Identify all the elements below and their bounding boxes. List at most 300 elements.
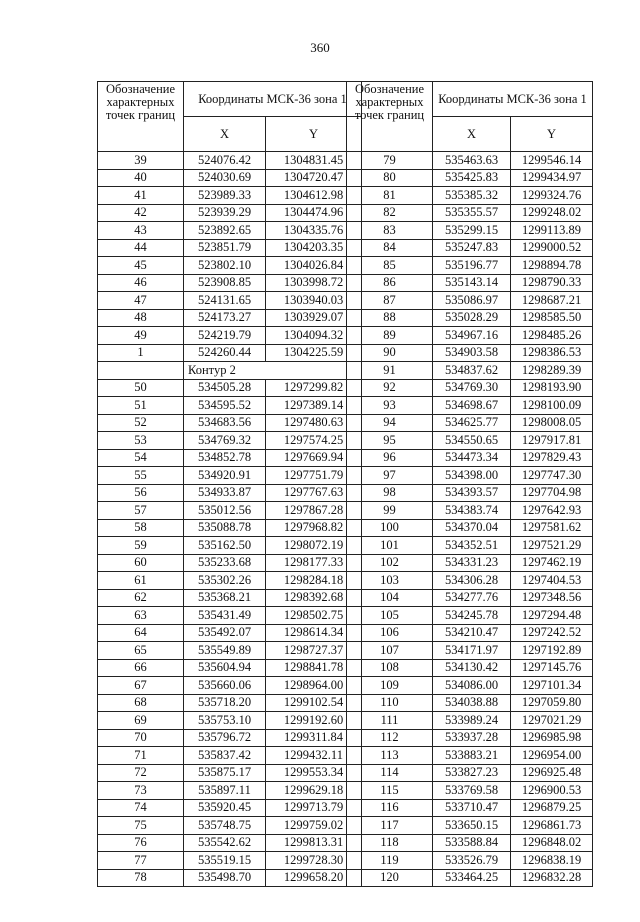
x-cell: 534352.51 xyxy=(433,537,511,555)
x-cell: 534171.97 xyxy=(433,642,511,660)
point-cell: 48 xyxy=(98,309,184,327)
x-cell: 523908.85 xyxy=(184,274,266,292)
y-cell: 1297294.48 xyxy=(511,607,593,625)
contour-row xyxy=(98,362,362,380)
y-cell: 1298841.78 xyxy=(266,659,362,677)
table-row xyxy=(98,379,362,397)
point-cell: 78 xyxy=(98,869,184,887)
table-row xyxy=(347,572,593,590)
point-cell: 99 xyxy=(347,502,433,520)
x-cell: 535463.63 xyxy=(433,152,511,170)
x-cell: 534245.78 xyxy=(433,607,511,625)
y-cell: 1299658.20 xyxy=(266,869,362,887)
y-cell: 1297462.19 xyxy=(511,554,593,572)
point-cell: 100 xyxy=(347,519,433,537)
x-cell: 533769.58 xyxy=(433,782,511,800)
x-cell: 533588.84 xyxy=(433,834,511,852)
table-row xyxy=(98,222,362,240)
point-cell: 73 xyxy=(98,782,184,800)
table-row xyxy=(347,747,593,765)
x-cell: 534769.32 xyxy=(184,432,266,450)
y-cell: 1297404.53 xyxy=(511,572,593,590)
point-cell: 72 xyxy=(98,764,184,782)
y-cell: 1298008.05 xyxy=(511,414,593,432)
x-cell: 524260.44 xyxy=(184,344,266,362)
y-cell: 1297829.43 xyxy=(511,449,593,467)
x-cell: 535355.57 xyxy=(433,204,511,222)
x-cell: 533937.28 xyxy=(433,729,511,747)
point-cell: 47 xyxy=(98,292,184,310)
point-cell: 116 xyxy=(347,799,433,817)
table-row xyxy=(98,502,362,520)
table-row xyxy=(347,624,593,642)
point-cell: 76 xyxy=(98,834,184,852)
point-cell: 105 xyxy=(347,607,433,625)
y-cell: 1296925.48 xyxy=(511,764,593,782)
table-row xyxy=(98,292,362,310)
point-cell: 44 xyxy=(98,239,184,257)
table-row xyxy=(347,397,593,415)
point-cell: 85 xyxy=(347,257,433,275)
y-cell: 1299311.84 xyxy=(266,729,362,747)
y-cell: 1297101.34 xyxy=(511,677,593,695)
point-cell: 67 xyxy=(98,677,184,695)
y-cell: 1304203.35 xyxy=(266,239,362,257)
y-cell: 1298964.00 xyxy=(266,677,362,695)
table-row xyxy=(98,589,362,607)
table-row xyxy=(98,747,362,765)
x-cell: 534086.00 xyxy=(433,677,511,695)
point-cell: 45 xyxy=(98,257,184,275)
y-cell: 1297704.98 xyxy=(511,484,593,502)
y-cell: 1297059.80 xyxy=(511,694,593,712)
header-point-label: Обозначение характерных точек границ xyxy=(347,82,433,152)
y-cell: 1299113.89 xyxy=(511,222,593,240)
table-row xyxy=(347,694,593,712)
x-cell: 535012.56 xyxy=(184,502,266,520)
x-cell: 523989.33 xyxy=(184,187,266,205)
point-cell: 42 xyxy=(98,204,184,222)
x-cell: 535549.89 xyxy=(184,642,266,660)
x-cell: 534967.16 xyxy=(433,327,511,345)
x-cell: 534837.62 xyxy=(433,362,511,380)
y-cell: 1297192.89 xyxy=(511,642,593,660)
table-row xyxy=(98,869,362,887)
x-cell: 535604.94 xyxy=(184,659,266,677)
point-cell: 117 xyxy=(347,817,433,835)
x-cell: 524030.69 xyxy=(184,169,266,187)
point-cell: 46 xyxy=(98,274,184,292)
table-row xyxy=(98,169,362,187)
x-cell: 534277.76 xyxy=(433,589,511,607)
y-cell: 1299713.79 xyxy=(266,799,362,817)
y-cell: 1303929.07 xyxy=(266,309,362,327)
table-row xyxy=(347,204,593,222)
table-row xyxy=(98,257,362,275)
table-body-right xyxy=(347,152,593,887)
table-row xyxy=(347,869,593,887)
y-cell: 1298289.39 xyxy=(511,362,593,380)
y-cell: 1297521.29 xyxy=(511,537,593,555)
table-row xyxy=(347,239,593,257)
x-cell: 535431.49 xyxy=(184,607,266,625)
x-cell: 534038.88 xyxy=(433,694,511,712)
y-cell: 1298790.33 xyxy=(511,274,593,292)
x-cell: 535247.83 xyxy=(433,239,511,257)
table-row xyxy=(347,729,593,747)
table-row xyxy=(347,362,593,380)
y-cell: 1304094.32 xyxy=(266,327,362,345)
table-row xyxy=(347,309,593,327)
point-cell: 64 xyxy=(98,624,184,642)
table-row xyxy=(98,239,362,257)
y-cell: 1297581.62 xyxy=(511,519,593,537)
table-row xyxy=(347,432,593,450)
contour-label: Контур 2 xyxy=(184,362,362,380)
y-cell: 1299813.31 xyxy=(266,834,362,852)
y-cell: 1297751.79 xyxy=(266,467,362,485)
y-cell: 1297747.30 xyxy=(511,467,593,485)
x-cell: 534903.58 xyxy=(433,344,511,362)
x-cell: 533464.25 xyxy=(433,869,511,887)
table-row xyxy=(347,799,593,817)
y-cell: 1297867.28 xyxy=(266,502,362,520)
point-cell: 71 xyxy=(98,747,184,765)
point-cell: 90 xyxy=(347,344,433,362)
x-cell: 535425.83 xyxy=(433,169,511,187)
y-cell: 1296879.25 xyxy=(511,799,593,817)
table-row xyxy=(347,589,593,607)
table-row xyxy=(98,519,362,537)
table-row xyxy=(98,572,362,590)
x-cell: 534331.23 xyxy=(433,554,511,572)
x-cell: 535796.72 xyxy=(184,729,266,747)
table-row xyxy=(98,274,362,292)
table-row xyxy=(98,607,362,625)
y-cell: 1298585.50 xyxy=(511,309,593,327)
x-cell: 534383.74 xyxy=(433,502,511,520)
y-cell: 1298392.68 xyxy=(266,589,362,607)
point-cell: 95 xyxy=(347,432,433,450)
point-cell: 86 xyxy=(347,274,433,292)
y-cell: 1296900.53 xyxy=(511,782,593,800)
point-cell: 96 xyxy=(347,449,433,467)
point-cell: 111 xyxy=(347,712,433,730)
point-cell: 53 xyxy=(98,432,184,450)
point-cell: 65 xyxy=(98,642,184,660)
x-cell: 524076.42 xyxy=(184,152,266,170)
y-cell: 1297299.82 xyxy=(266,379,362,397)
point-cell: 58 xyxy=(98,519,184,537)
y-cell: 1297767.63 xyxy=(266,484,362,502)
table-row xyxy=(98,152,362,170)
y-cell: 1304612.98 xyxy=(266,187,362,205)
x-cell: 534550.65 xyxy=(433,432,511,450)
y-cell: 1298485.26 xyxy=(511,327,593,345)
x-cell: 533883.21 xyxy=(433,747,511,765)
table-row xyxy=(98,782,362,800)
x-cell: 535753.10 xyxy=(184,712,266,730)
point-cell: 109 xyxy=(347,677,433,695)
y-cell: 1304474.96 xyxy=(266,204,362,222)
x-cell: 535718.20 xyxy=(184,694,266,712)
table-row xyxy=(98,694,362,712)
y-cell: 1299000.52 xyxy=(511,239,593,257)
point-cell: 82 xyxy=(347,204,433,222)
table-row xyxy=(98,187,362,205)
x-cell: 533710.47 xyxy=(433,799,511,817)
point-cell: 93 xyxy=(347,397,433,415)
x-cell: 523802.10 xyxy=(184,257,266,275)
coordinates-table-right xyxy=(346,81,593,887)
x-cell: 535385.32 xyxy=(433,187,511,205)
x-cell: 534393.57 xyxy=(433,484,511,502)
x-cell: 535875.17 xyxy=(184,764,266,782)
table-body-left xyxy=(98,152,362,887)
x-cell: 523851.79 xyxy=(184,239,266,257)
y-cell: 1296832.28 xyxy=(511,869,593,887)
point-cell: 115 xyxy=(347,782,433,800)
x-cell: 535299.15 xyxy=(433,222,511,240)
point-cell: 104 xyxy=(347,589,433,607)
point-cell: 118 xyxy=(347,834,433,852)
table-row xyxy=(347,502,593,520)
header-x: X xyxy=(184,117,266,152)
table-row xyxy=(347,659,593,677)
table-row xyxy=(347,379,593,397)
point-cell: 77 xyxy=(98,852,184,870)
y-cell: 1304831.45 xyxy=(266,152,362,170)
y-cell: 1299759.02 xyxy=(266,817,362,835)
y-cell: 1303940.03 xyxy=(266,292,362,310)
table-row xyxy=(98,642,362,660)
point-cell: 55 xyxy=(98,467,184,485)
y-cell: 1304720.47 xyxy=(266,169,362,187)
x-cell: 534505.28 xyxy=(184,379,266,397)
y-cell: 1298072.19 xyxy=(266,537,362,555)
y-cell: 1299248.02 xyxy=(511,204,593,222)
y-cell: 1299432.11 xyxy=(266,747,362,765)
x-cell: 535028.29 xyxy=(433,309,511,327)
header-y: Y xyxy=(266,117,362,152)
x-cell: 535086.97 xyxy=(433,292,511,310)
y-cell: 1297242.52 xyxy=(511,624,593,642)
table-row xyxy=(347,607,593,625)
y-cell: 1298727.37 xyxy=(266,642,362,660)
table-row xyxy=(347,344,593,362)
y-cell: 1299629.18 xyxy=(266,782,362,800)
point-cell: 81 xyxy=(347,187,433,205)
table-row xyxy=(98,204,362,222)
x-cell: 535143.14 xyxy=(433,274,511,292)
point-cell: 107 xyxy=(347,642,433,660)
point-cell: 63 xyxy=(98,607,184,625)
y-cell: 1304225.59 xyxy=(266,344,362,362)
y-cell: 1299546.14 xyxy=(511,152,593,170)
table-row xyxy=(98,817,362,835)
x-cell: 534370.04 xyxy=(433,519,511,537)
point-cell: 84 xyxy=(347,239,433,257)
point-cell: 106 xyxy=(347,624,433,642)
table-row xyxy=(98,467,362,485)
point-cell: 114 xyxy=(347,764,433,782)
table-row xyxy=(347,519,593,537)
table-row xyxy=(98,309,362,327)
x-cell: 535748.75 xyxy=(184,817,266,835)
y-cell: 1298284.18 xyxy=(266,572,362,590)
x-cell: 535542.62 xyxy=(184,834,266,852)
x-cell: 535368.21 xyxy=(184,589,266,607)
point-cell: 103 xyxy=(347,572,433,590)
y-cell: 1298193.90 xyxy=(511,379,593,397)
x-cell: 523939.29 xyxy=(184,204,266,222)
x-cell: 534398.00 xyxy=(433,467,511,485)
table-row xyxy=(98,449,362,467)
point-cell: 41 xyxy=(98,187,184,205)
x-cell: 524173.27 xyxy=(184,309,266,327)
table-row xyxy=(98,764,362,782)
y-cell: 1296985.98 xyxy=(511,729,593,747)
table-row xyxy=(347,152,593,170)
point-cell: 60 xyxy=(98,554,184,572)
table-row xyxy=(347,257,593,275)
table-row xyxy=(347,554,593,572)
y-cell: 1297574.25 xyxy=(266,432,362,450)
y-cell: 1304026.84 xyxy=(266,257,362,275)
table-row xyxy=(347,414,593,432)
x-cell: 535498.70 xyxy=(184,869,266,887)
table-row xyxy=(98,554,362,572)
x-cell: 533526.79 xyxy=(433,852,511,870)
point-cell: 75 xyxy=(98,817,184,835)
x-cell: 534130.42 xyxy=(433,659,511,677)
table-row xyxy=(98,397,362,415)
table-row xyxy=(347,327,593,345)
table-row xyxy=(347,467,593,485)
y-cell: 1299324.76 xyxy=(511,187,593,205)
table-row xyxy=(347,712,593,730)
point-cell: 66 xyxy=(98,659,184,677)
x-cell: 534933.87 xyxy=(184,484,266,502)
y-cell: 1297968.82 xyxy=(266,519,362,537)
point-cell: 1 xyxy=(98,344,184,362)
x-cell: 533827.23 xyxy=(433,764,511,782)
y-cell: 1298386.53 xyxy=(511,344,593,362)
x-cell: 524131.65 xyxy=(184,292,266,310)
x-cell: 534473.34 xyxy=(433,449,511,467)
point-cell: 102 xyxy=(347,554,433,572)
x-cell: 535660.06 xyxy=(184,677,266,695)
point-cell: 40 xyxy=(98,169,184,187)
table-row xyxy=(347,834,593,852)
x-cell: 533989.24 xyxy=(433,712,511,730)
table-row xyxy=(347,187,593,205)
point-cell: 101 xyxy=(347,537,433,555)
table-row xyxy=(98,537,362,555)
point-cell: 98 xyxy=(347,484,433,502)
table-row xyxy=(347,817,593,835)
y-cell: 1296838.19 xyxy=(511,852,593,870)
table-row xyxy=(347,782,593,800)
table-row xyxy=(347,449,593,467)
y-cell: 1299434.97 xyxy=(511,169,593,187)
point-cell: 69 xyxy=(98,712,184,730)
page-number: 360 xyxy=(310,40,330,55)
header-coordinate-system: Координаты МСК-36 зона 1 xyxy=(433,82,593,117)
table-row xyxy=(347,642,593,660)
x-cell: 535897.11 xyxy=(184,782,266,800)
table-row xyxy=(98,852,362,870)
x-cell: 534769.30 xyxy=(433,379,511,397)
point-cell: 83 xyxy=(347,222,433,240)
table-row xyxy=(98,344,362,362)
y-cell: 1298177.33 xyxy=(266,554,362,572)
point-cell: 54 xyxy=(98,449,184,467)
y-cell: 1296954.00 xyxy=(511,747,593,765)
y-cell: 1297917.81 xyxy=(511,432,593,450)
x-cell: 523892.65 xyxy=(184,222,266,240)
y-cell: 1299553.34 xyxy=(266,764,362,782)
y-cell: 1298100.09 xyxy=(511,397,593,415)
point-cell: 52 xyxy=(98,414,184,432)
table-row xyxy=(347,222,593,240)
table-row xyxy=(98,712,362,730)
x-cell: 535519.15 xyxy=(184,852,266,870)
point-cell: 56 xyxy=(98,484,184,502)
x-cell: 534625.77 xyxy=(433,414,511,432)
y-cell: 1299728.30 xyxy=(266,852,362,870)
x-cell: 533650.15 xyxy=(433,817,511,835)
y-cell: 1296848.02 xyxy=(511,834,593,852)
table-row xyxy=(98,659,362,677)
x-cell: 534306.28 xyxy=(433,572,511,590)
point-cell: 113 xyxy=(347,747,433,765)
x-cell: 534683.56 xyxy=(184,414,266,432)
table-row xyxy=(347,852,593,870)
table-row xyxy=(98,624,362,642)
table-row xyxy=(98,484,362,502)
y-cell: 1297348.56 xyxy=(511,589,593,607)
contour-spacer xyxy=(98,362,184,380)
table-row xyxy=(347,537,593,555)
header-x: X xyxy=(433,117,511,152)
x-cell: 535196.77 xyxy=(433,257,511,275)
table-row xyxy=(347,274,593,292)
table-row xyxy=(98,677,362,695)
point-cell: 62 xyxy=(98,589,184,607)
y-cell: 1297021.29 xyxy=(511,712,593,730)
y-cell: 1298502.75 xyxy=(266,607,362,625)
y-cell: 1297642.93 xyxy=(511,502,593,520)
point-cell: 79 xyxy=(347,152,433,170)
x-cell: 535837.42 xyxy=(184,747,266,765)
point-cell: 87 xyxy=(347,292,433,310)
point-cell: 88 xyxy=(347,309,433,327)
table-row xyxy=(347,764,593,782)
table-row xyxy=(98,432,362,450)
point-cell: 94 xyxy=(347,414,433,432)
header-coordinate-system: Координаты МСК-36 зона 1 xyxy=(184,82,362,117)
point-cell: 108 xyxy=(347,659,433,677)
x-cell: 534595.52 xyxy=(184,397,266,415)
point-cell: 57 xyxy=(98,502,184,520)
y-cell: 1299102.54 xyxy=(266,694,362,712)
point-cell: 119 xyxy=(347,852,433,870)
y-cell: 1297669.94 xyxy=(266,449,362,467)
x-cell: 535162.50 xyxy=(184,537,266,555)
point-cell: 89 xyxy=(347,327,433,345)
y-cell: 1299192.60 xyxy=(266,712,362,730)
